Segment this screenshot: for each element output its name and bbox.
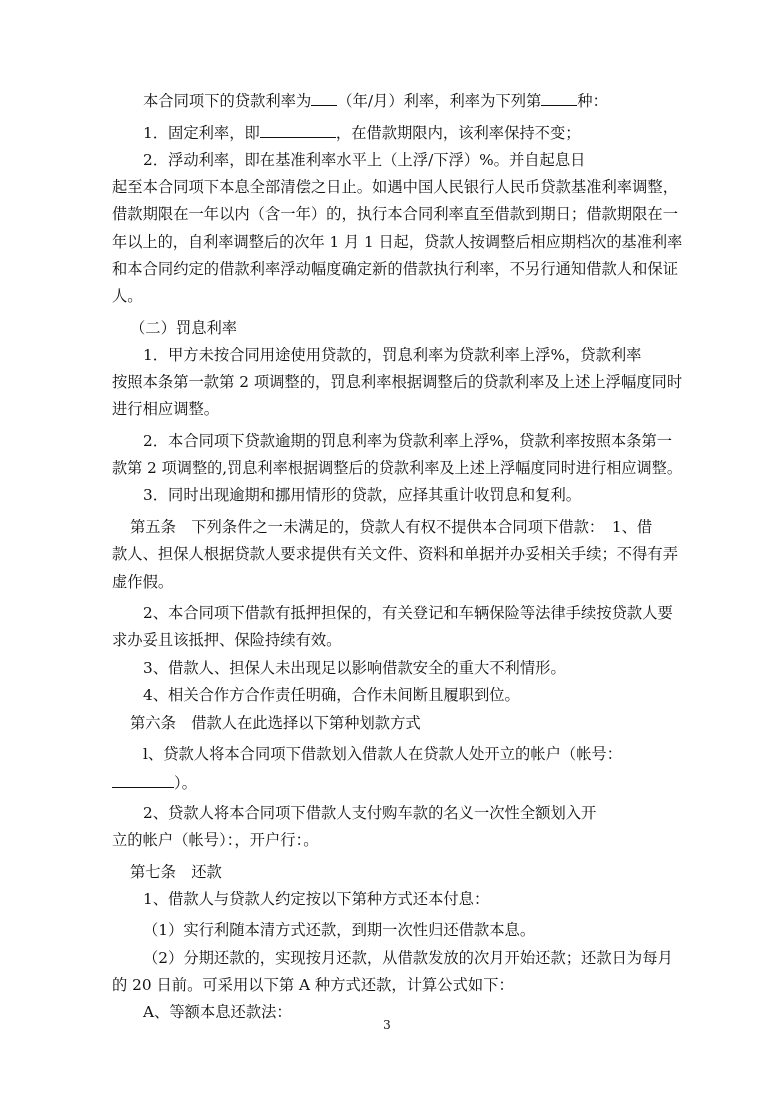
text-line	[143, 603, 673, 623]
text-line	[112, 204, 678, 224]
text-segment: 1．甲方未按合同用途使用贷款的，罚息利率为贷款利率上浮	[143, 346, 551, 364]
text-line	[143, 122, 581, 143]
text-line	[130, 318, 237, 338]
text-segment: （年/月）利率，利率为下列第	[337, 92, 542, 110]
text-line	[143, 920, 535, 940]
text-segment: 年以上的，自利率调整后的次年 1 月 1 日起，贷款人按调整后相应期档次的基准利率	[112, 233, 683, 251]
text-line	[143, 431, 672, 451]
text-segment: 第五条 下列条件之一未满足的，贷款人有权不提供本合同项下借款： 1、借	[130, 518, 653, 536]
text-line	[130, 517, 652, 537]
text-segment: 开	[581, 804, 597, 822]
text-segment: 种划款方式	[344, 714, 421, 732]
text-segment: （二）罚息利率	[130, 319, 238, 337]
text-segment: 借款期限在一年以内（含一年）的，执行本合同利率直至借款到期日；借款期限在一	[112, 205, 678, 223]
text-line	[130, 713, 421, 733]
text-segment: （上浮/下浮）	[382, 151, 480, 169]
text-line	[112, 772, 197, 793]
text-line	[112, 630, 341, 650]
text-line	[143, 658, 566, 678]
text-line	[143, 889, 489, 909]
text-line	[143, 485, 581, 505]
text-line	[112, 830, 319, 850]
text-segment: 进行相应调整。	[112, 400, 220, 418]
text-line	[112, 286, 143, 306]
text-line	[112, 572, 173, 592]
text-line	[112, 399, 219, 419]
fill-in-blank[interactable]	[541, 90, 577, 106]
text-line	[143, 685, 520, 705]
text-line	[112, 232, 682, 252]
text-segment: ，在借款期限内，该利率保持不变；	[335, 124, 581, 142]
text-segment: 的 20 日前。可采用以下第 A 种方式还款，计算公式如下：	[112, 976, 514, 994]
text-segment: 本合同项下的贷款利率为	[143, 92, 312, 110]
text-segment: 虚作假。	[112, 573, 174, 591]
text-line	[143, 150, 585, 170]
text-segment: ，开户行：	[234, 831, 304, 849]
text-line	[112, 975, 514, 995]
text-segment: 2．浮动利率，即在基准利率水平上	[143, 151, 383, 169]
text-segment: 立的帐户（帐号）：	[112, 831, 235, 849]
text-line	[112, 458, 682, 478]
text-segment: 4、相关合作方合作责任明确，合作未间断且履职到位。	[143, 686, 520, 704]
text-segment: 种：	[577, 92, 608, 110]
text-segment: 。	[303, 831, 319, 849]
text-segment: 1．固定利率，即	[143, 124, 260, 142]
text-segment: 2、本合同项下借款有抵押担保的，有关登记和车辆保险等法律手续按贷款人要	[143, 604, 673, 622]
text-segment: 种方式还本付息：	[366, 890, 490, 908]
text-segment: （1）实行利随本清方式还款，到期一次性归还借款本息。	[143, 921, 536, 939]
text-line	[112, 177, 678, 197]
text-segment: 人。	[112, 287, 143, 305]
text-segment: %，贷款利率按照本条第一	[489, 432, 673, 450]
text-line	[143, 948, 673, 968]
text-segment: 3、借款人、担保人未出现足以影响借款安全的重大不利情形。	[143, 659, 566, 677]
text-segment: 3．同时出现逾期和挪用情形的贷款，应择其重计收罚息和复利。	[143, 486, 582, 504]
text-segment: 1、借款人与贷款人约定按以下第	[143, 890, 367, 908]
fill-in-blank[interactable]	[260, 122, 336, 138]
text-segment: 2、贷款人将本合同项下借款人支付购车款的名义一次性全额划入	[143, 804, 582, 822]
text-line	[130, 862, 222, 882]
fill-in-blank[interactable]	[112, 772, 174, 788]
fill-in-blank[interactable]	[311, 90, 337, 106]
text-segment: 按照本条第一款第 2 项调整的，罚息利率根据调整后的贷款利率及上述上浮幅度同时	[112, 373, 683, 391]
text-line	[143, 90, 608, 111]
text-line	[112, 259, 678, 279]
text-segment: ）。	[174, 774, 197, 792]
text-line	[143, 803, 596, 823]
text-segment: 2．本合同项下贷款逾期的罚息利率为贷款利率上浮	[143, 432, 490, 450]
text-line	[143, 345, 641, 365]
text-segment: 和本合同约定的借款利率浮动幅度确定新的借款执行利率，不另行通知借款人和保证	[112, 260, 678, 278]
text-segment: %。并自起息日	[479, 151, 586, 169]
text-segment: 第七条 还款	[130, 863, 222, 881]
text-line	[143, 744, 622, 764]
text-segment: %，贷款利率	[550, 346, 642, 364]
text-segment: A、等额本息还款法：	[143, 1003, 292, 1021]
text-segment: 求办妥且该抵押、保险持续有效。	[112, 631, 342, 649]
text-line	[143, 1002, 292, 1022]
text-segment: l、贷款人将本合同项下借款划入借款人在贷款人处开立的帐户（帐号：	[143, 745, 623, 763]
page-number: 3	[383, 1018, 391, 1032]
text-segment: 款人、担保人根据贷款人要求提供有关文件、资料和单据并办妥相关手续；不得有弄	[112, 545, 678, 563]
text-segment: 第六条 借款人在此选择以下第	[130, 714, 345, 732]
text-line	[112, 372, 682, 392]
text-line	[112, 544, 678, 564]
text-segment: 起至本合同项下本息全部清偿之日止。如遇中国人民银行人民币贷款基准利率调整，	[112, 178, 678, 196]
text-segment: 款第 2 项调整的,罚息利率根据调整后的贷款利率及上述上浮幅度同时进行相应调整。	[112, 459, 683, 477]
text-segment: （2）分期还款的，实现按月还款，从借款发放的次月开始还款；还款日为每月	[143, 949, 673, 967]
